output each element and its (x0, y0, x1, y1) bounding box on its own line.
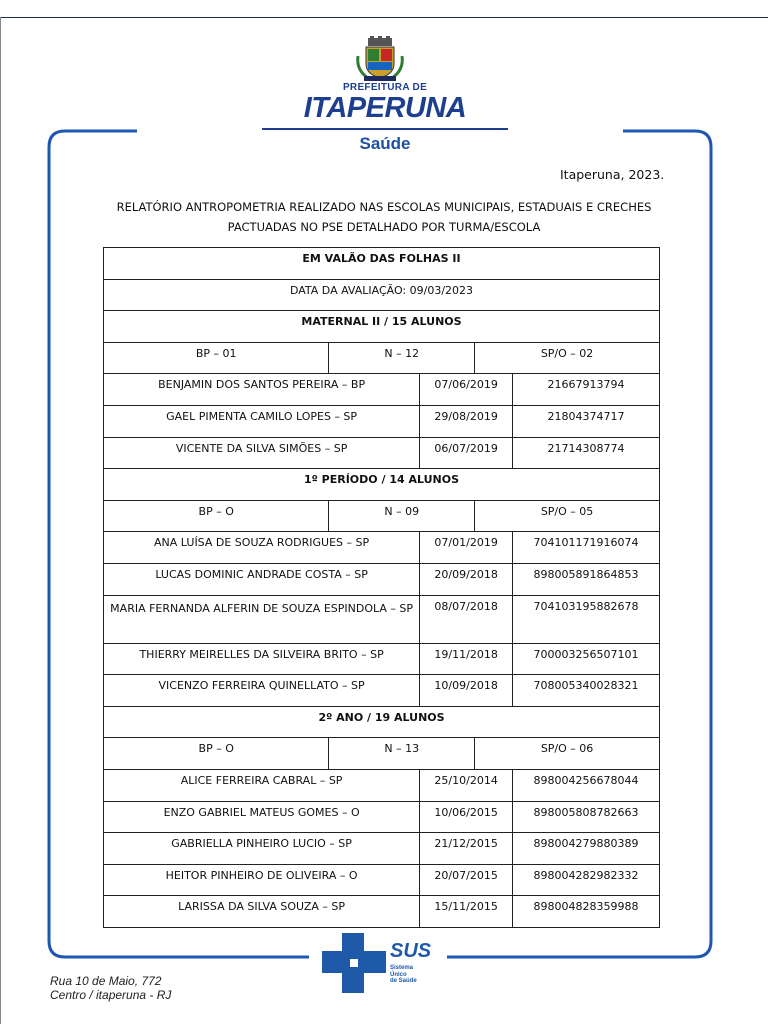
student-name: ENZO GABRIEL MATEUS GOMES – O (104, 801, 420, 833)
student-name: GAEL PIMENTA CAMILO LOPES – SP (104, 405, 420, 437)
school-name: EM VALÃO DAS FOLHAS II (104, 248, 660, 280)
table-row (104, 769, 660, 801)
logo-divider (262, 128, 508, 131)
stat-bp: BP – O (104, 738, 329, 770)
student-name: ANA LUÍSA DE SOUZA RODRIGUES – SP (104, 532, 420, 564)
group-title: 1º PERÍODO / 14 ALUNOS (104, 469, 660, 501)
stat-bp: BP – O (104, 500, 329, 532)
stat-n: N – 12 (329, 342, 475, 374)
coat-of-arms-icon (354, 36, 406, 82)
student-name: VICENTE DA SILVA SIMÕES – SP (104, 437, 420, 469)
student-name: VICENZO FERREIRA QUINELLATO – SP (104, 675, 420, 707)
student-dob: 19/11/2018 (420, 643, 513, 675)
stat-spo: SP/O – 06 (475, 738, 660, 770)
student-name: LARISSA DA SILVA SOUZA – SP (104, 896, 420, 928)
table-row (104, 374, 660, 406)
anthropometry-table (103, 247, 660, 928)
sus-sub-line-3: de Saúde (390, 978, 417, 984)
table-row (104, 532, 660, 564)
stat-spo: SP/O – 05 (475, 500, 660, 532)
table-row (104, 801, 660, 833)
student-name: MARIA FERNANDA ALFERIN DE SOUZA ESPINDOLA – SP (104, 595, 420, 643)
table-row (104, 864, 660, 896)
student-dob: 06/07/2019 (420, 437, 513, 469)
student-dob: 20/07/2015 (420, 864, 513, 896)
student-id: 708005340028321 (513, 675, 660, 707)
sus-logo (322, 933, 452, 995)
student-dob: 08/07/2018 (420, 595, 513, 643)
table-row (104, 896, 660, 928)
student-name: HEITOR PINHEIRO DE OLIVEIRA – O (104, 864, 420, 896)
table-row (104, 595, 660, 643)
table-row (104, 643, 660, 675)
table-row (104, 833, 660, 865)
sus-sub-line-1: Sistema (390, 965, 414, 971)
student-name: BENJAMIN DOS SANTOS PEREIRA – BP (104, 374, 420, 406)
student-name: LUCAS DOMINIC ANDRADE COSTA – SP (104, 563, 420, 595)
sus-subtitle (390, 965, 417, 985)
student-id: 21714308774 (513, 437, 660, 469)
sus-label: SUS (390, 940, 432, 962)
table-row (104, 437, 660, 469)
cross-icon (322, 933, 386, 995)
left-rule (0, 17, 1, 1024)
student-id: 21804374717 (513, 405, 660, 437)
report-title (102, 197, 666, 237)
student-dob: 10/06/2015 (420, 801, 513, 833)
student-id: 704101171916074 (513, 532, 660, 564)
student-dob: 10/09/2018 (420, 675, 513, 707)
stat-spo: SP/O – 02 (475, 342, 660, 374)
group-title: 2º ANO / 19 ALUNOS (104, 706, 660, 738)
student-name: THIERRY MEIRELLES DA SILVEIRA BRITO – SP (104, 643, 420, 675)
report-title-line-2: PACTUADAS NO PSE DETALHADO POR TURMA/ESCOLA (227, 220, 541, 234)
group-title: MATERNAL II / 15 ALUNOS (104, 311, 660, 343)
department-name: Saúde (359, 134, 411, 153)
top-rule (0, 17, 768, 18)
dateline: Itaperuna, 2023. (560, 167, 665, 182)
student-dob: 25/10/2014 (420, 769, 513, 801)
stat-bp: BP – 01 (104, 342, 329, 374)
address-line-1: Rua 10 de Maio, 772 (50, 974, 162, 988)
address (50, 974, 171, 1002)
student-id: 898005808782663 (513, 801, 660, 833)
student-id: 898004279880389 (513, 833, 660, 865)
student-dob: 15/11/2015 (420, 896, 513, 928)
evaluation-date: DATA DA AVALIAÇÃO: 09/03/2023 (104, 279, 660, 311)
student-id: 898004282982332 (513, 864, 660, 896)
student-id: 700003256507101 (513, 643, 660, 675)
report-title-line-1: RELATÓRIO ANTROPOMETRIA REALIZADO NAS ESCOLAS MUNICIPAIS, ESTADUAIS E CRECHES (116, 200, 652, 214)
table-row (104, 563, 660, 595)
student-id: 898004256678044 (513, 769, 660, 801)
table-row (104, 675, 660, 707)
student-name: ALICE FERREIRA CABRAL – SP (104, 769, 420, 801)
prefeitura-label: PREFEITURA DE (342, 82, 428, 93)
student-dob: 20/09/2018 (420, 563, 513, 595)
student-id: 704103195882678 (513, 595, 660, 643)
sus-sub-line-2: Único (390, 971, 407, 978)
city-name: ITAPERUNA (303, 92, 467, 124)
student-id: 898004828359988 (513, 896, 660, 928)
stat-n: N – 13 (329, 738, 475, 770)
student-dob: 07/06/2019 (420, 374, 513, 406)
student-id: 21667913794 (513, 374, 660, 406)
table-row (104, 405, 660, 437)
student-dob: 21/12/2015 (420, 833, 513, 865)
address-line-2: Centro / itaperuna - RJ (50, 988, 172, 1002)
stat-n: N – 09 (329, 500, 475, 532)
student-dob: 29/08/2019 (420, 405, 513, 437)
itaperuna-logo (300, 36, 470, 156)
student-name: GABRIELLA PINHEIRO LUCIO – SP (104, 833, 420, 865)
student-id: 898005891864853 (513, 563, 660, 595)
student-dob: 07/01/2019 (420, 532, 513, 564)
